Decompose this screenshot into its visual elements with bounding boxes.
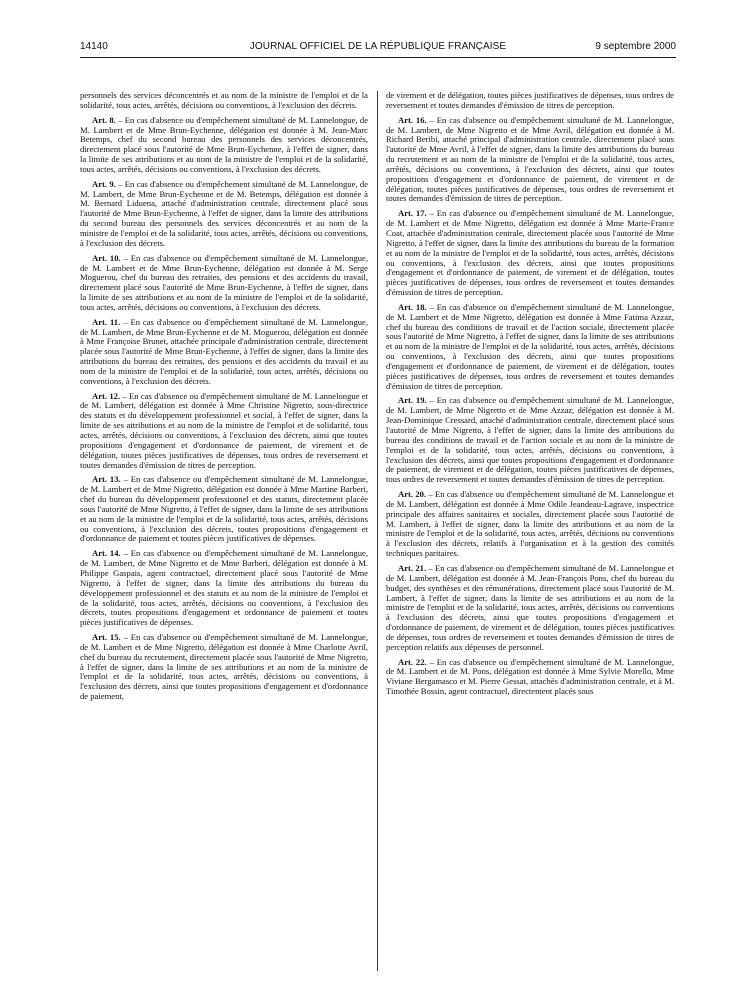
article-paragraph	[386, 490, 674, 559]
article-paragraph	[80, 254, 368, 313]
article-paragraph	[386, 116, 674, 205]
article-paragraph	[386, 396, 674, 485]
paragraph-text: – En cas d'absence ou d'empêchement simultané de M. Lannelongue, de M. Lambert et de Mme Nigretto, délégation est donnée à Mme Martine Barberi, chef du bureau du développement professionnel et des statuts, directement placée sous l'autorité de Mme Nigretto, à l'effet de signer, dans la limite de ses attributions et au nom de la ministre de l'emploi et de la solidarité, tous actes, arrêtés, décisions ou conventions, à l'exclusion des décrets, toutes propositions d'engagement et d'ordonnance de paiement et toutes pièces justificatives de dépenses.	[80, 474, 368, 544]
page-header	[80, 41, 676, 55]
column-divider	[377, 91, 378, 971]
article-paragraph	[386, 303, 674, 392]
article-number: Art. 15.	[92, 632, 121, 643]
article-paragraph	[386, 658, 674, 697]
article-number: Art. 9.	[92, 178, 116, 189]
article-paragraph	[386, 91, 674, 111]
paragraph-text: – En cas d'absence ou d'empêchement simultané de M. Lannelongue, de M. Lambert et de Mme Brun-Eychenne, délégation est donnée à M. Serge Moguerou, chef du bureau des retraites, des pensions et des accidents du travail, directement placé sous l'autorité de Mme Brun-Eychenne, à l'effet de signer, dans la limite de ses attributions et au nom de la ministre de l'emploi et de la solidarité, tous actes, arrêtés, décisions ou conventions, à l'exclusion des décrets.	[80, 252, 368, 312]
paragraph-text: – En cas d'absence ou d'empêchement simultané de M. Lannelongue et de M. Lambert, délégation est donnée à Mme Christine Nigretto, sous-directrice des statuts et du développement professionnel et social, à l'effet de signer, dans la limite de ses attributions et au nom de la ministre de l'emploi et de solidarité, tous actes, arrêtés, décisions ou conventions, à l'exclusion des décrets, ainsi que toutes propositions d'engagement et d'ordonnance de paiement, de virement et de délégation, toutes pièces justificatives de dépenses, tous ordres de reversement et toutes demandes d'émission de titres de perception.	[80, 390, 368, 470]
paragraph-text: – En cas d'absence ou d'empêchement simultané de M. Lannelongue et de M. Lambert, délégation est donnée à M. Jean-François Pons, chef du bureau du budget, des synthèses et des rémunérations, directement placé sous l'autorité de M. Lambert, à l'effet de signer, dans la limite de ses attributions et au nom de la ministre de l'emploi et de la solidarité, tous actes, arrêtés, décisions ou conventions à l'exclusion des décrets, ainsi que toutes propositions d'engagement et d'ordonnance de paiement, de virement et de délégation, toutes pièces justificatives de dépenses, tous ordres de reversement et toutes demandes d'émission de titres de perception relatifs aux dépenses de personnel.	[386, 562, 674, 652]
article-paragraph	[386, 564, 674, 653]
paragraph-text: de virement et de délégation, toutes pièces justificatives de dépenses, tous ordres de reversement et toutes demandes d'émission de titres de perception.	[386, 91, 674, 110]
article-number: Art. 11.	[92, 316, 121, 327]
article-number: Art. 18.	[398, 301, 427, 312]
article-paragraph	[80, 633, 368, 702]
article-number: Art. 20.	[398, 489, 427, 500]
paragraph-text: – En cas d'absence ou d'empêchement simultané de M. Lannelongue, de M. Lambert et de Mme Nigretto, délégation est donnée à Mme Charlotte Avril, chef du bureau du recrutement, directement placée sous l'autorité de Mme Nigretto, à l'effet de signer, dans la limite de ses attributions et au nom de la ministre de l'emploi et de la solidarité, tous actes, arrêtés, décisions ou conventions, à l'exclusion des décrets, ainsi que toutes propositions d'engagement et d'ordonnance de paiement,	[80, 632, 368, 702]
article-number: Art. 8.	[92, 114, 116, 125]
paragraph-text: personnels des services déconcentrés et au nom de la ministre de l'emploi et de la solidarité, tous actes, arrêtés, décisions ou conventions, à l'exclusion des décrets.	[80, 91, 368, 110]
article-number: Art. 12.	[92, 390, 121, 401]
article-paragraph	[80, 91, 368, 111]
paragraph-text: – En cas d'absence ou d'empêchement simultané de M. Lannelongue, de M. Lambert et de M. Pons, délégation est donnée à Mme Sylvie Morello, Mme Viviane Bergamasco et M. Pierre Gessat, attachés d'administration centrale, et à M. Timothée Bossin, agent contractuel, directement placés sous	[386, 656, 674, 697]
article-paragraph	[80, 318, 368, 387]
article-number: Art. 22.	[398, 656, 427, 667]
journal-title: JOURNAL OFFICIEL DE LA RÉPUBLIQUE FRANÇAISE	[249, 41, 507, 52]
header-rule	[80, 57, 676, 58]
paragraph-text: – En cas d'absence ou d'empêchement simultané de M. Lannelongue, de M. Lambert, de Mme Brun-Eychenne et de M. Moguerou, délégation est donnée à Mme Françoise Brunet, attachée principale d'administration centrale, directement placée sous l'autorité de Mme Brun-Eychenne, à l'effet de signer, dans la limite des attributions du bureau des retraites, des pensions et des accidents du travail et au nom de la ministre de l'emploi et de la solidarité, tous actes, arrêtés, décisions ou conventions, à l'exclusion des décrets.	[80, 316, 368, 386]
article-number: Art. 16.	[398, 114, 427, 125]
paragraph-text: – En cas d'absence ou d'empêchement simultané de M. Lannelongue, de M. Lambert et de Mme Brun-Eychenne, délégation est donnée à M. Jean-Marc Betemps, chef du second bureau des personnels des services déconcentrés, directement placé sous l'autorité de Mme Brun-Eychenne, à l'effet de signer, dans la limite de ses attributions et au nom de la ministre de l'emploi et de la solidarité, tous actes, arrêtés, décisions ou conventions, à l'exclusion des décrets.	[80, 114, 368, 174]
article-number: Art. 13.	[92, 474, 121, 485]
article-paragraph	[80, 549, 368, 628]
page-number: 14140	[80, 41, 108, 52]
article-paragraph	[80, 180, 368, 249]
article-number: Art. 19.	[398, 395, 427, 406]
paragraph-text: – En cas d'absence ou d'empêchement simultané de M. Lannelongue, de M. Lambert et de Mme Nigretto, délégation est donnée à Mme Fatima Azzaz, chef du bureau des conditions de travail et de l'action sociale, directement placée sous l'autorité de Mme Nigretto, à l'effet de signer, dans la limite de ses attributions et au nom de la ministre de l'emploi et de la solidarité, tous actes, arrêtés, décisions ou conventions, à l'exclusion des décrets, ainsi que toutes propositions d'engagement et d'ordonnance de paiement, de virement et de délégation, toutes pièces justificatives de dépenses, tous ordres de reversement et toutes demandes d'émission de titres de perception.	[386, 301, 674, 391]
publication-date: 9 septembre 2000	[595, 41, 676, 52]
article-paragraph	[80, 392, 368, 471]
paragraph-text: – En cas d'absence ou d'empêchement simultané de M. Lannelongue, de M. Lambert et de Mme Nigretto, délégation est donnée à Mme Marie-France Coat, attachée d'administration centrale, directement placée sous l'autorité de Mme Nigretto, à l'effet de signer, dans la limite des attributions du bureau de la formation et au nom de la ministre de l'emploi et de la solidarité, tous actes, arrêtés, décisions ou conventions, à l'exclusion des décrets, ainsi que toutes propositions d'engagement et d'ordonnance de paiement, de virement et de délégation, toutes pièces justificatives de dépenses, tous ordres de reversement et toutes demandes d'émission de titres de perception.	[386, 208, 674, 298]
paragraph-text: – En cas d'absence ou d'empêchement simultané de M. Lannelongue et de M. Lambert, délégation est donnée à Mme Odile Jeandeau-Lagrave, inspectrice principale des affaires sanitaires et sociales, directement placée sous l'autorité de M. Lambert, à l'effet de signer, dans la limite des attributions et au nom de la ministre de l'emploi et de la solidarité, tous actes, arrêtés, décisions ou conventions à l'exclusion des décrets, relatifs à l'organisation et à la gestion des comités techniques paritaires.	[386, 489, 674, 559]
paragraph-text: – En cas d'absence ou d'empêchement simultané de M. Lannelongue, de M. Lambert, de Mme Nigretto et de Mme Avril, délégation est donnée à M. Richard Beribi, attaché principal d'administration centrale, directement placé sous l'autorité de Mme Avril, à l'effet de signer, dans la limite des attributions du bureau du recrutement et au nom de la ministre de l'emploi et de la solidarité, tous actes, arrêtés, décisions ou conventions, à l'exclusion des décrets, ainsi que toutes propositions d'engagement et d'ordonnance de paiement, de virement et de délégation, toutes pièces justificatives de dépenses, tous ordres de reversement et toutes demandes d'émission de titres de perception.	[386, 114, 674, 204]
article-paragraph	[386, 209, 674, 298]
right-column	[386, 91, 674, 971]
paragraph-text: – En cas d'absence ou d'empêchement simultané de M. Lannelongue, de M. Lambert, de Mme Brun-Eychenne et de M. Betemps, délégation est donnée à M. Bernard Liduena, attaché d'administration centrale, directement placé sous l'autorité de Mme Brun-Eychenne, à l'effet de signer, dans la limite des attributions du second bureau des personnels des services déconcentrés et au nom de la ministre de l'emploi et de la solidarité, tous actes, arrêtés, décisions ou conventions, à l'exclusion des décrets.	[80, 178, 368, 248]
paragraph-text: – En cas d'absence ou d'empêchement simultané de M. Lannelongue, de M. Lambert, de Mme Nigretto et de Mme Barberi, délégation est donnée à M. Philippe Gaspais, agent contractuel, directement placé sous l'autorité de Mme Nigretto, à l'effet de signer, dans la limite des attributions du bureau du développement professionnel et des statuts et au nom de la ministre de l'emploi et de la solidarité, tous actes, arrêtés, décisions ou conventions, à l'exclusion des décrets, toutes propositions d'engagement et ordonnance de paiement et toutes pièces justificatives de dépenses.	[80, 548, 368, 628]
article-number: Art. 14.	[92, 548, 121, 559]
article-paragraph	[80, 475, 368, 544]
left-column	[80, 91, 368, 971]
article-paragraph	[80, 116, 368, 175]
article-number: Art. 21.	[398, 562, 427, 573]
article-number: Art. 17.	[398, 208, 427, 219]
paragraph-text: – En cas d'absence ou d'empêchement simultané de M. Lannelongue, de M. Lambert, de Mme Nigretto et de Mme Azzaz, délégation est donnée à M. Jean-Dominique Cressard, attaché d'administration centrale, directement placé sous l'autorité de Mme Nigretto, à l'effet de signer, dans la limite des attributions du bureau des conditions de travail et de l'action sociale et au nom de la ministre de l'emploi et de la solidarité, tous actes, arrêtés, décisions ou conventions, à l'exclusion des décrets, ainsi que toutes propositions d'engagement et d'ordonnance de paiement, de virement et de délégation, toutes pièces justificatives de dépenses, tous ordres de reversement et toutes demandes d'émission de titres de perception.	[386, 395, 674, 485]
article-number: Art. 10.	[92, 252, 121, 263]
